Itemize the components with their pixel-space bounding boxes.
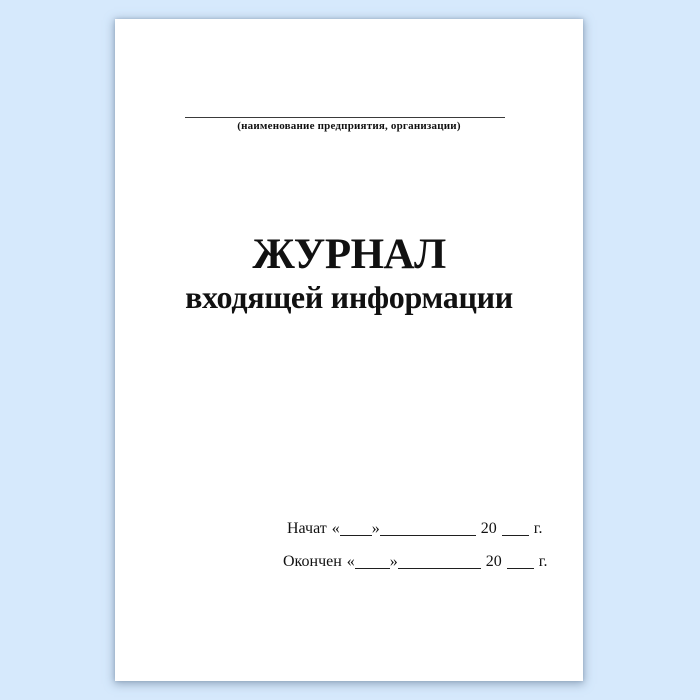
day-blank <box>340 534 372 536</box>
year-prefix: 20 <box>480 520 497 537</box>
open-quote: « <box>331 520 340 537</box>
organization-name-blank-line <box>185 117 505 118</box>
date-finished-label: Окончен <box>283 553 342 570</box>
year-blank <box>502 534 529 536</box>
organization-caption: (наименование предприятия, организации) <box>237 120 461 132</box>
journal-title: ЖУРНАЛ <box>252 231 446 278</box>
day-blank <box>355 567 390 569</box>
close-quote: » <box>389 553 398 570</box>
journal-cover-page <box>115 19 583 681</box>
journal-subtitle: входящей информации <box>185 279 513 315</box>
date-started-row <box>287 520 548 553</box>
month-blank <box>380 534 476 536</box>
title-block <box>115 233 583 317</box>
year-suffix: г. <box>533 520 543 537</box>
close-quote: » <box>371 520 380 537</box>
open-quote: « <box>346 553 355 570</box>
month-blank <box>398 567 481 569</box>
date-finished-row <box>283 553 548 586</box>
year-prefix: 20 <box>485 553 502 570</box>
year-suffix: г. <box>538 553 548 570</box>
date-block <box>283 520 548 586</box>
date-started-label: Начат <box>287 520 327 537</box>
year-blank <box>507 567 534 569</box>
